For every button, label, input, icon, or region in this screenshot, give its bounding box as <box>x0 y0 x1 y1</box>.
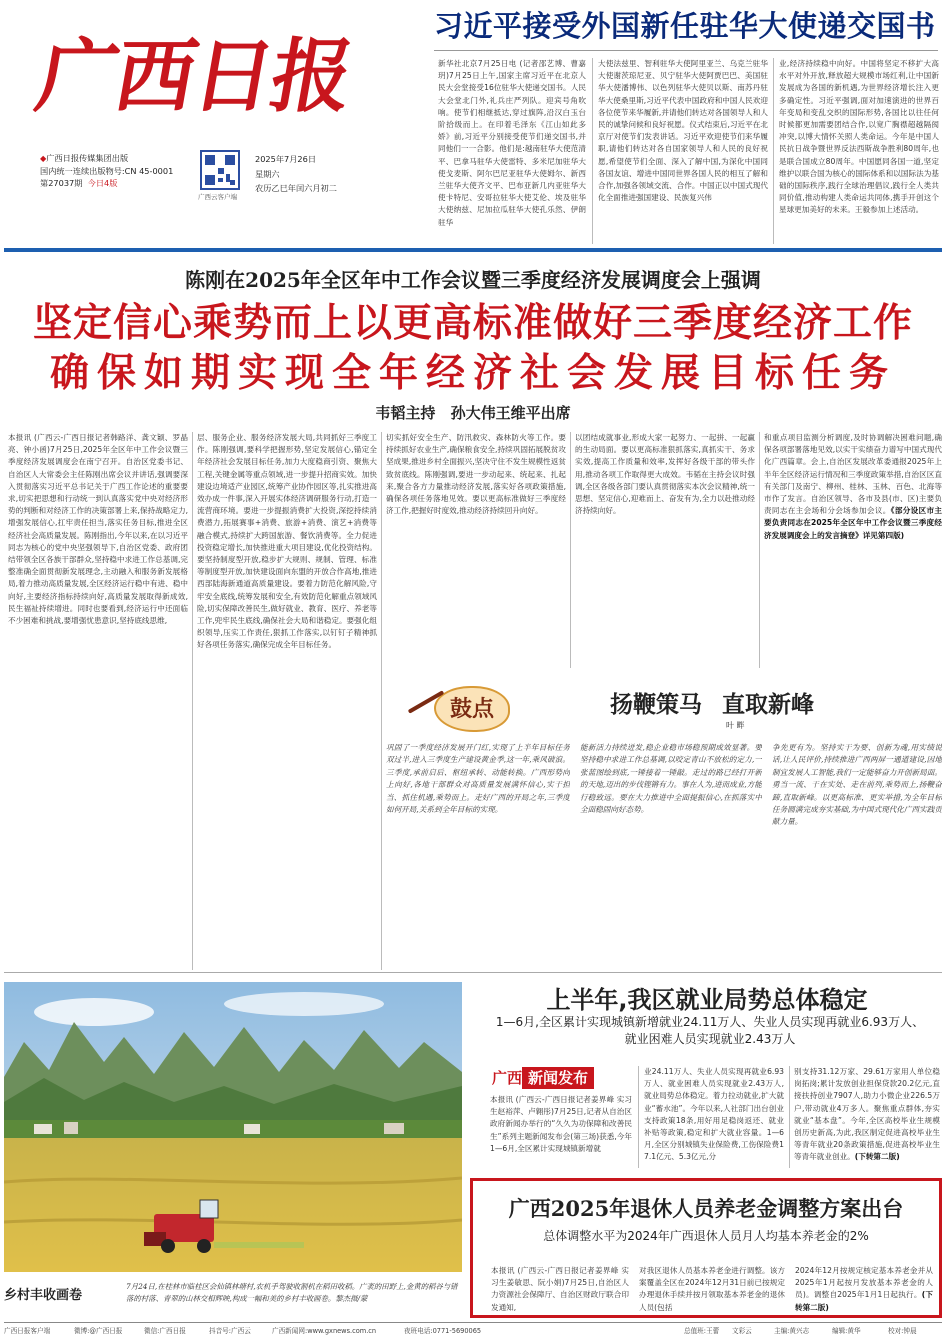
divider <box>773 58 774 244</box>
commentary-author: 叶 畔 <box>726 721 745 730</box>
lead-column-5-body: 和重点项目监测分析调度,及时协调解决困难问题,确保各项部署落地见效,以实干实绩奋力谱写中国式现代化广西篇章。会上,自治区发展改革委通报2025年上半年全区经济运行情况和三季度政策举措,自治区区直有关部门及南宁、柳州、桂林、玉林、百色、北海等市作了发言。自治区领导、各市及县(市、区)主要负责同志在主会场和分会场参加会议。 <box>764 433 942 516</box>
lead-story-column-5 <box>764 432 942 668</box>
commentary-badge-label: 鼓点 <box>449 696 494 722</box>
lead-headline-line-2[interactable]: 确保如期实现全年经济社会发展目标任务 <box>49 351 896 396</box>
lead-story-column-2: 层、服务企业、服务经济发展大局,共同抓好三季度工作。陈刚强调,要科学把握形势,坚定发展信心,锚定全年经济社会发展目标任务,加力大度稳商引资、聚焦大工程,关键金属等重点领域,进一步提升招商实效。加快建设边境适产业园区,统筹产业协作园区等,扎实推进高效办成一件事,深入开展实体经济调研服务行动,打造一流营商环境。要进一步提振消费扩大投资,深挖持续消费潜力,拓展赛事+消费、旅游+消费、演艺+消费等融合模式,持续扩大跨国旅游、餐饮消费等。全力促进投资稳定增长,加快推进重大项目建设,优化投资结构。要坚持制度型开放,稳步扩大规则、规制、管理、标准等制度型开放,加快建设面向东盟的开放合作高地,推进西部陆海新通道高质量建设。要着力防范化解风险,守牢安全底线,统筹发展和安全,有效防范化解重点领域风险,切实保障改善民生,做好就业、教育、医疗、养老等工作,兜牢民生底线,确保社会大局和谐稳定。要强化组织领导,压实工作责任,狠抓工作落实,以钉钉子精神抓好各项任务落实,确保完成全年目标任务。 <box>197 433 377 650</box>
masthead <box>0 0 946 252</box>
lead-story-column-3: 切实抓好安全生产、防汛救灾、森林防火等工作。要持续抓好农业生产,确保粮食安全,持续巩固拓展脱贫攻坚成果,推进乡村全面振兴,坚决守住不发生规模性返贫致贫底线。陈刚强调,要进一步动起来、统起来、扎起来,聚合各方力量推动经济发展,落实好各项政策措施,确保各项任务落地见效。要以更高标准做好三季度经济工作,把握好时度效,推动经济持续回升向好。 <box>386 433 566 516</box>
employment-column-2: 业24.11万人、失业人员实现再就业6.93万人、就业困难人员实现就业2.43万人,就业局势总体稳定。着力拉动就业,扩大就业“蓄水池”。今年以来,人社部门出台创业支持政策18条,用好用足稳岗返还、就业补贴等政策,稳定和扩大就业容量。1—6月,全区分别城镇失业保险费,工伤保险费17.1亿元、5.3亿元,分 <box>644 1067 784 1162</box>
employment-subtitle: 1—6月,全区累计实现城镇新增就业24.11万人、失业人员实现再就业6.93万人、就业困难人员实现就业2.43万人 <box>495 1015 925 1046</box>
employment-headline[interactable]: 上半年,我区就业局势总体稳定 <box>546 986 868 1014</box>
employment-column-1: 本报讯 (广西云-广西日报记者姜界峰 实习生赵裕萍、卢翱彤)7月25日,记者从自治区政府新闻办举行的“久久为功保障和改善民生”系列主题新闻发布会(第三场)获悉,今年1—6月,全区累计实现城镇新增就 <box>490 1095 632 1153</box>
photo-caption-text: 7月24日,在桂林市临桂区会仙镇林塘村,农机手驾驶收割机在稻田收稻。广袤的田野上,金黄的稻谷与错落的村落、青翠的山林交相辉映,构成一幅和美的乡村丰收画卷。黎杰摄/蒙 <box>126 1282 458 1303</box>
lead-host-line: 韦韬主持 孙大伟王维平出席 <box>375 404 571 422</box>
commentary-section <box>386 680 942 970</box>
footer-item: 夜班电话:0771-5690065 <box>404 1327 482 1335</box>
lead-headline-line-1[interactable]: 坚定信心乘势而上以更高标准做好三季度经济工作 <box>32 301 913 346</box>
publisher: 广西日报传媒集团出版 <box>46 153 129 163</box>
top-story-column-1: 新华社北京7月25日电 (记者邵艺博、曹嘉玥)7月25日上午,国家主席习近平在北京人民大会堂接受16位驻华大使递交国书。人民大会堂北门外,礼兵庄严列队。迎宾号角吹响。使节们相继抵达,穿过旗阵,沿汉白玉台阶拾级而上。在印着毛泽东《江山如此多娇》前,习近平分别接受使节们递交国书,并同他们一一合影。他们是:越南驻华大使范清平、巴拿马驻华大使雷特、多米尼加驻华大使戈麦斯、阿尔巴尼亚驻华大使姆尔、新西兰驻华大使齐文平、巴布亚新几内亚驻华大使卡特尼、安哥拉驻华大使艾伦、埃及驻华大使纳兹、尼加拉瓜驻华大使孔乐然、伊朗驻华 <box>438 59 586 227</box>
diamond-icon: ◆ <box>40 153 47 163</box>
top-story-column-3: 业,经济持续稳中向好。中国将坚定不移扩大高水平对外开放,释放超大规模市场红利,让中国新发展成为各国的新机遇,为世界经济增长注入更多确定性。习近平强调,面对加速演进的世界百年变局和变乱交织的国际形势,各国比以往任何时候都更加需要团结合作,以宽广胸襟超越隔阂冲突,以博大情怀关照人类命运。今年是中国人民抗日战争暨世界反法西斯战争胜利80周年,也是联合国成立80周年。中国愿同各国一道,坚定维护以联合国为核心的国际体系和以国际法为基础的国际秩序,践行全球治理倡议,践行全人类共同价值,推动构建人类命运共同体,携手开创这个星球更加美好的未来。王毅参加上述活动。 <box>779 59 939 215</box>
cn-number: 国内统一连续出版物号:CN 45-0001 <box>40 165 174 176</box>
lead-kicker: 陈刚在2025年全区年中工作会议暨三季度经济发展调度会上强调 <box>185 268 761 292</box>
issue-date: 2025年7月26日 <box>255 154 317 164</box>
qr-code-icon[interactable] <box>200 150 240 190</box>
continued-notice[interactable]: 《部分设区市主要负责同志在2025年全区年中工作会议暨三季度经济发展调度会上的发言摘登》详见第四版) <box>764 506 942 540</box>
pension-column-2: 对我区退休人员基本养老金进行调整。该方案覆盖全区在2024年12月31日前已按规定办理退休手续并按月领取基本养老金的退休人员(包括 <box>639 1266 785 1312</box>
issue-number: 第27037期 <box>40 178 83 188</box>
top-story-headline[interactable]: 习近平接受外国新任驻华大使递交国书 <box>434 9 936 43</box>
commentary-column-2: 能新活力持续迸发,稳企业稳市场稳预期成效显著。要坚持稳中求进工作总基调,以咬定青山不放松的定力,一张蓝图绘到底,一锤接着一锤敲。走过的路已经打开新的天地,迈出的步伐铿锵有力。事在人为,进而成业,方能行稳致远。要在大力推进中全面提振信心,在抓落实中全面稳固向好态势。 <box>580 743 762 815</box>
harvest-scene-illustration <box>4 982 462 1272</box>
divider <box>4 1322 942 1323</box>
divider <box>381 432 382 970</box>
publication-info <box>40 152 173 190</box>
top-story-column-2: 大使法兹里、智利驻华大使阿里亚兰、乌克兰驻华大使谢茨琼尼亚、贝宁驻华大使阿贾巴巴、美国驻华大使潘博伟、以色列驻华大使贝以斯、南苏丹驻华大使桑里斯,习近平代表中国政府和中国人民欢迎各位使节来华履新,并请他们转达对各国领导人和人民的诚挚问候和良好祝愿。仪式结束后,习近平在北京厅对使节们发表讲话。习近平欢迎使节们来华履职,请他们转达对各自国家领导人和人民的良好祝愿,希望使节们全面、深入了解中国,为深化中国同各国友谊、增进中国同世界各国人民的相互了解和合作,加强各领域交流、合作。中国正以中国式现代化全面推进强国建设、民族复兴伟 <box>598 59 768 203</box>
footer-item: 微博:@广西日报 <box>74 1327 123 1335</box>
divider <box>192 432 193 970</box>
commentary-column-3: 争先更有为。坚持实干为要、创新为魂,用实绩说话,让人民评价,持续推进广西两屏一通道建设,因地制宜发展人工智能,我们一定能够奋力开创新局面。勇当一流、干在实处、走在前列,乘势而上,扬鞭奋蹄,直取新峰。以更高标准、更实举措,为全年目标任务圆满完成夯实基础,为中国式现代化广西实践贡献力量。 <box>772 743 942 827</box>
footer-item: 主编:黄兴志 <box>774 1327 810 1335</box>
continued-notice[interactable]: (下转第二版) <box>854 1152 900 1162</box>
footer-item: 文彩云 <box>732 1327 752 1335</box>
employment-column-3-body: 别支持31.12万家、29.61万家用人单位稳岗拓岗;累计发放创业担保贷款20.2亿元,直接扶持创业7907人,助力小微企业226.5万户,带动就业4万多人。聚焦重点群体,夯实就业“基本盘”。今年,全区高校毕业生规模创历史新高,为此,我区制定促进高校毕业生等青年就业20条政策措施,促进高校毕业生等青年就业创业。 <box>794 1067 940 1162</box>
drum-badge-icon <box>434 686 510 732</box>
harvest-photo[interactable] <box>4 982 462 1272</box>
pension-story-box <box>470 1178 942 1318</box>
divider <box>4 972 942 973</box>
footer-item: 微信:广西日报 <box>144 1327 186 1335</box>
footer-item: 编辑:黄华 <box>832 1327 861 1335</box>
employment-column-3 <box>794 1066 940 1168</box>
lunar-date: 农历乙巳年闰六月初二 <box>255 183 337 193</box>
pension-column-3 <box>795 1265 933 1313</box>
news-release-label-left: 广西 <box>492 1069 523 1087</box>
commentary-column-1: 巩固了一季度经济发展开门红,实现了上半年目标任务双过半,进入三季度生产建设黄金季,这一年,乘风破浪。三季度,承前启后、枢纽承转、动能转换。广西形势向上向好,各地干部群众对高质量发展满怀信心,实干担当、抓住机遇,乘势而上。走好广西的开局之年,三季度如何开局,关系到全年目标的实现。 <box>386 743 570 815</box>
weekday: 星期六 <box>255 168 280 179</box>
qr-caption: 广西云客户端 <box>198 193 237 201</box>
pension-column-3-body: 2024年12月按规定核定基本养老金并从2025年1月起按月发放基本养老金的人员)。调整自2025年1月1日起执行。 <box>795 1266 933 1300</box>
lead-story-column-4: 以团结成就事业,形成大家一起努力、一起拼、一起赢的生动局面。要以更高标准狠抓落实,真抓实干、务求实效,提高工作质量和效率,发挥好各级干部的带头作用,推动各项工作取得更大成效。韦韬在主持会议时强调,全区各级各部门要认真贯彻落实本次会议精神,统一思想、坚定信心,迎难而上、奋发有为,全力以赴推动经济持续向好。 <box>575 433 755 516</box>
date-info <box>255 152 337 196</box>
commentary-title[interactable]: 扬鞭策马 直取新峰 <box>610 692 815 718</box>
footer-item: 抖音号:广西云 <box>209 1327 251 1335</box>
footer <box>4 1325 942 1337</box>
divider <box>592 58 593 244</box>
page-count: 今日4版 <box>87 178 118 188</box>
pension-headline[interactable]: 广西2025年退休人员养老金调整方案出台 <box>508 1196 904 1221</box>
divider <box>570 432 571 668</box>
news-release-label-right: 新闻发布 <box>522 1067 594 1089</box>
pension-column-1: 本报讯 (广西云-广西日报记者姜界峰 实习生姜敏思、阮小娟)7月25日,自治区人力资源社会保障厅、自治区财政厅联合印发通知, <box>491 1266 629 1312</box>
divider <box>759 432 760 668</box>
masthead-rule <box>4 248 942 252</box>
news-release-label <box>492 1067 594 1089</box>
divider <box>434 50 938 51</box>
footer-item: 校对:钟晨 <box>888 1327 917 1335</box>
divider <box>789 1066 790 1168</box>
footer-link[interactable]: 广西新闻网:www.gxnews.com.cn <box>272 1327 377 1335</box>
continued-notice[interactable]: (下转第二版) <box>795 1290 933 1312</box>
pension-subtitle: 总体调整水平为2024年广西退休人员月人均基本养老金的2% <box>543 1229 869 1243</box>
newspaper-logo[interactable]: 广西日报 <box>29 29 359 123</box>
footer-item: 总值班:王蕾 <box>684 1327 720 1335</box>
divider <box>638 1066 639 1168</box>
footer-item: 广西日报客户端 <box>4 1327 51 1335</box>
lead-story-column-1: 本报讯 (广西云-广西日报记者韩路洋、龚文颖、罗晶亮、钟小函)7月25日,2025年全区年中工作会议暨三季度经济发展调度会在南宁召开。自治区党委书记、自治区人大常委会主任陈刚出席会议并讲话,强调要深入贯彻落实习近平总书记关于广西工作论述的重要要求,切实把思想和行动统一到认真落实党中央对经济形势的判断和对经济工作的决策部署上来,保持战略定力,增强发展信心,扛牢责任担当,落实任务目标,推进全区经济社会高质量发展。陈刚指出,今年以来,在以习近平同志为核心的党中央坚强领导下,自治区党委、政府团结带领全区各族干部群众,坚持稳中求进工作总基调,完整准确全面贯彻新发展理念,主动融入和服务新发展格局,着力推动高质量发展,全区经济运行稳中有进、稳中向好,主要经济指标持续向好,高质量发展取得新成效,民生福祉持续增进。同时也要看到,经济运行中还面临不少困难和挑战,要增强忧患意识,坚持底线思维, <box>8 433 188 626</box>
photo-caption-title: 乡村丰收画卷 <box>4 1288 83 1303</box>
